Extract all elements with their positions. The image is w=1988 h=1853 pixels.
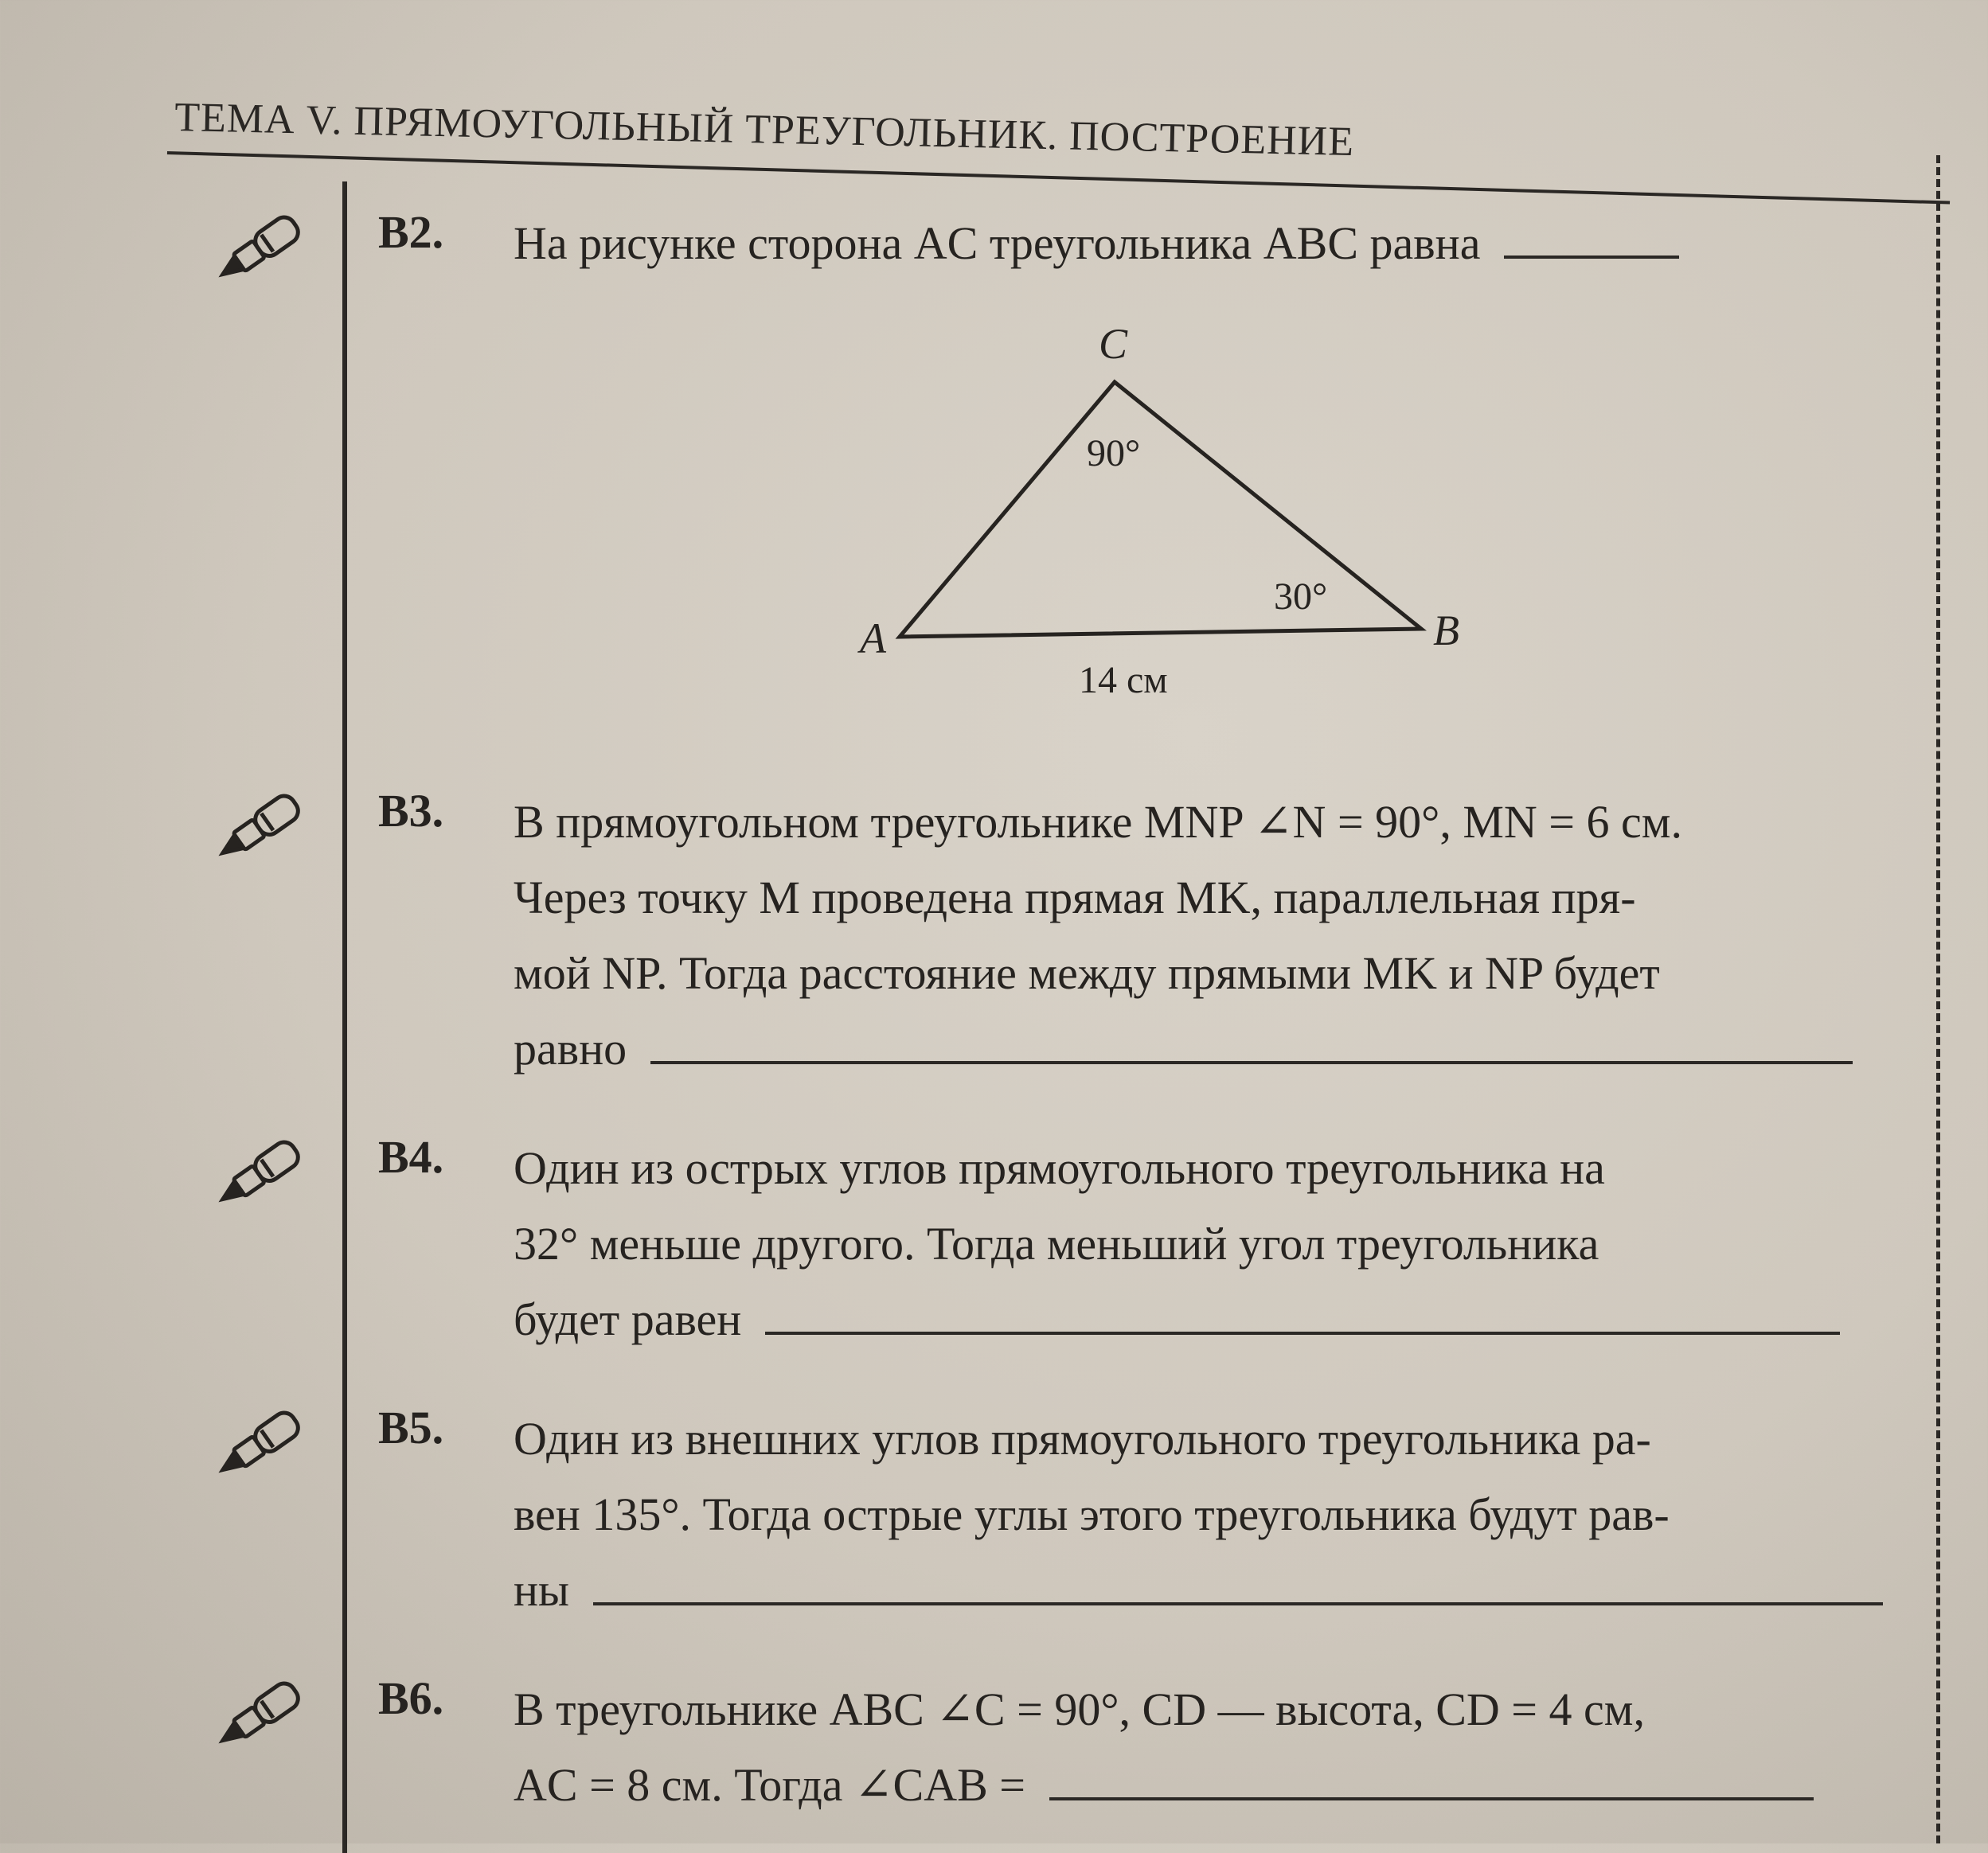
triangle-abc	[900, 382, 1421, 637]
task-line: равно	[514, 1023, 627, 1075]
task-line: вен 135°. Тогда острые углы этого треугольника будут рав-	[514, 1488, 1670, 1540]
task-text	[514, 205, 1911, 281]
vertex-a-label: A	[860, 614, 886, 662]
task-line: Один из острых углов прямоугольного треугольника на	[514, 1142, 1605, 1194]
task-text	[514, 784, 1911, 1086]
page-header: ТЕМА V. ПРЯМОУГОЛЬНЫЙ ТРЕУГОЛЬНИК. ПОСТРОЕНИЕ	[174, 94, 1355, 166]
task-number: B4.	[378, 1131, 444, 1183]
task-number: B5.	[378, 1402, 444, 1453]
task-line: Через точку M проведена прямая MK, параллельная пря-	[514, 872, 1636, 923]
pen-icon	[207, 1130, 311, 1218]
task-line: AC = 8 см. Тогда ∠CAB =	[514, 1759, 1026, 1811]
task-line: мой NP. Тогда расстояние между прямыми MK и NP будет	[514, 947, 1660, 999]
task-line: будет равен	[514, 1293, 742, 1345]
answer-blank[interactable]	[765, 1324, 1840, 1335]
answer-blank[interactable]	[593, 1594, 1883, 1605]
task-text	[514, 1130, 1911, 1357]
task-text	[514, 1672, 1911, 1823]
task-number: B3.	[378, 785, 444, 837]
answer-blank[interactable]	[650, 1053, 1853, 1064]
vertex-b-label: B	[1433, 607, 1459, 654]
pen-icon	[207, 1401, 311, 1488]
task-number: B2.	[378, 206, 444, 258]
task-line: 32° меньше другого. Тогда меньший угол треугольника	[514, 1218, 1599, 1270]
pen-icon	[207, 784, 311, 872]
pen-icon	[207, 205, 311, 293]
angle-b-label: 30°	[1274, 575, 1328, 618]
task-line: На рисунке сторона AC треугольника ABC равна	[514, 217, 1481, 269]
task-text	[514, 1401, 1911, 1628]
angle-c-label: 90°	[1087, 432, 1141, 474]
answer-blank[interactable]	[1504, 248, 1679, 259]
vertex-c-label: C	[1099, 320, 1128, 368]
task-line: В треугольнике ABC ∠C = 90°, CD — высота, CD = 4 см,	[514, 1683, 1645, 1735]
answer-blank[interactable]	[1049, 1789, 1814, 1800]
triangle-figure	[812, 318, 1529, 732]
task-number: B6.	[378, 1672, 444, 1724]
side-ab-label: 14 см	[1079, 659, 1168, 701]
task-line: В прямоугольном треугольнике MNP ∠N = 90°, MN = 6 см.	[514, 796, 1682, 848]
pen-icon	[207, 1672, 311, 1759]
task-line: ны	[514, 1564, 570, 1616]
task-line: Один из внешних углов прямоугольного треугольника ра-	[514, 1413, 1651, 1465]
margin-rule	[342, 181, 347, 1853]
cut-line	[1936, 155, 1940, 1843]
